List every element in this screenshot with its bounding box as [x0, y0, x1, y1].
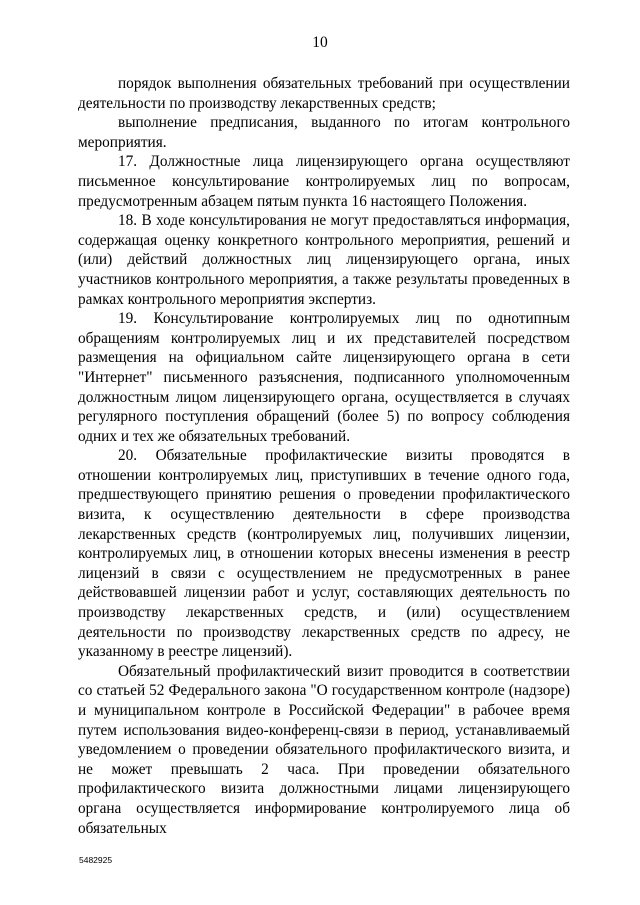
paragraph-item-19: 19. Консультирование контролируемых лиц по однотипным обращениям контролируемых лиц и их представителей посредством размещения на официальном сайте лицензирующего органа в сети "Интернет" письменного разъяснения, подписанного уполномоченным должностным лицом лицензирующего органа, осуществляется в случаях регулярного поступления обращений (более 5) по вопросу соблюдения одних и тех же обязательных требований.: [78, 310, 570, 445]
paragraph-item-18: 18. В ходе консультирования не могут предоставляться информация, содержащая оценку конкретного контрольного мероприятия, решений и (или) действий должностных лиц лицензирующего органа, иных участников контрольного мероприятия, а также результаты проведенных в рамках контрольного мероприятия экспертиз.: [78, 212, 570, 308]
paragraph-item-20: 20. Обязательные профилактические визиты проводятся в отношении контролируемых лиц, приступивших в течение одного года, предшествующего принятию решения о проведении профилактического визита, к осуществлению деятельности в сфере производства лекарственных средств (контролируемых лиц, получивших лицензии, контролируемых лиц, в отношении которых внесены изменения в реестр лицензий в связи с осуществлением не предусмотренных в ранее действовавшей лицензии работ и услуг, составляющих деятельность по производству лекарственных средств, и (или) осуществлением деятельности по производству лекарственных средств по адресу, не указанному в реестре лицензий).: [78, 447, 570, 661]
paragraph-item-17: 17. Должностные лица лицензирующего органа осуществляют письменное консультирование контролируемых лиц по вопросам, предусмотренным абзацем пятым пункта 16 настоящего Положения.: [78, 153, 570, 210]
paragraph: порядок выполнения обязательных требований при осуществлении деятельности по производству лекарственных средств;: [78, 75, 570, 112]
document-body: [78, 74, 570, 838]
document-code: 5482925: [79, 855, 113, 865]
page-number: 10: [312, 34, 328, 51]
paragraph: Обязательный профилактический визит проводится в соответствии со статьей 52 Федерального закона "О государственном контроле (надзоре) и муниципальном контроле в Российской Федерации" в рабочее время путем использования видео-конференц-связи в период, устанавливаемый уведомлением о проведении обязательного профилактического визита, и не может превышать 2 часа. При проведении обязательного профилактического визита должностными лицами лицензирующего органа осуществляется информирование контролируемого лица об обязательных: [78, 662, 570, 837]
paragraph: выполнение предписания, выданного по итогам контрольного мероприятия.: [78, 114, 570, 151]
